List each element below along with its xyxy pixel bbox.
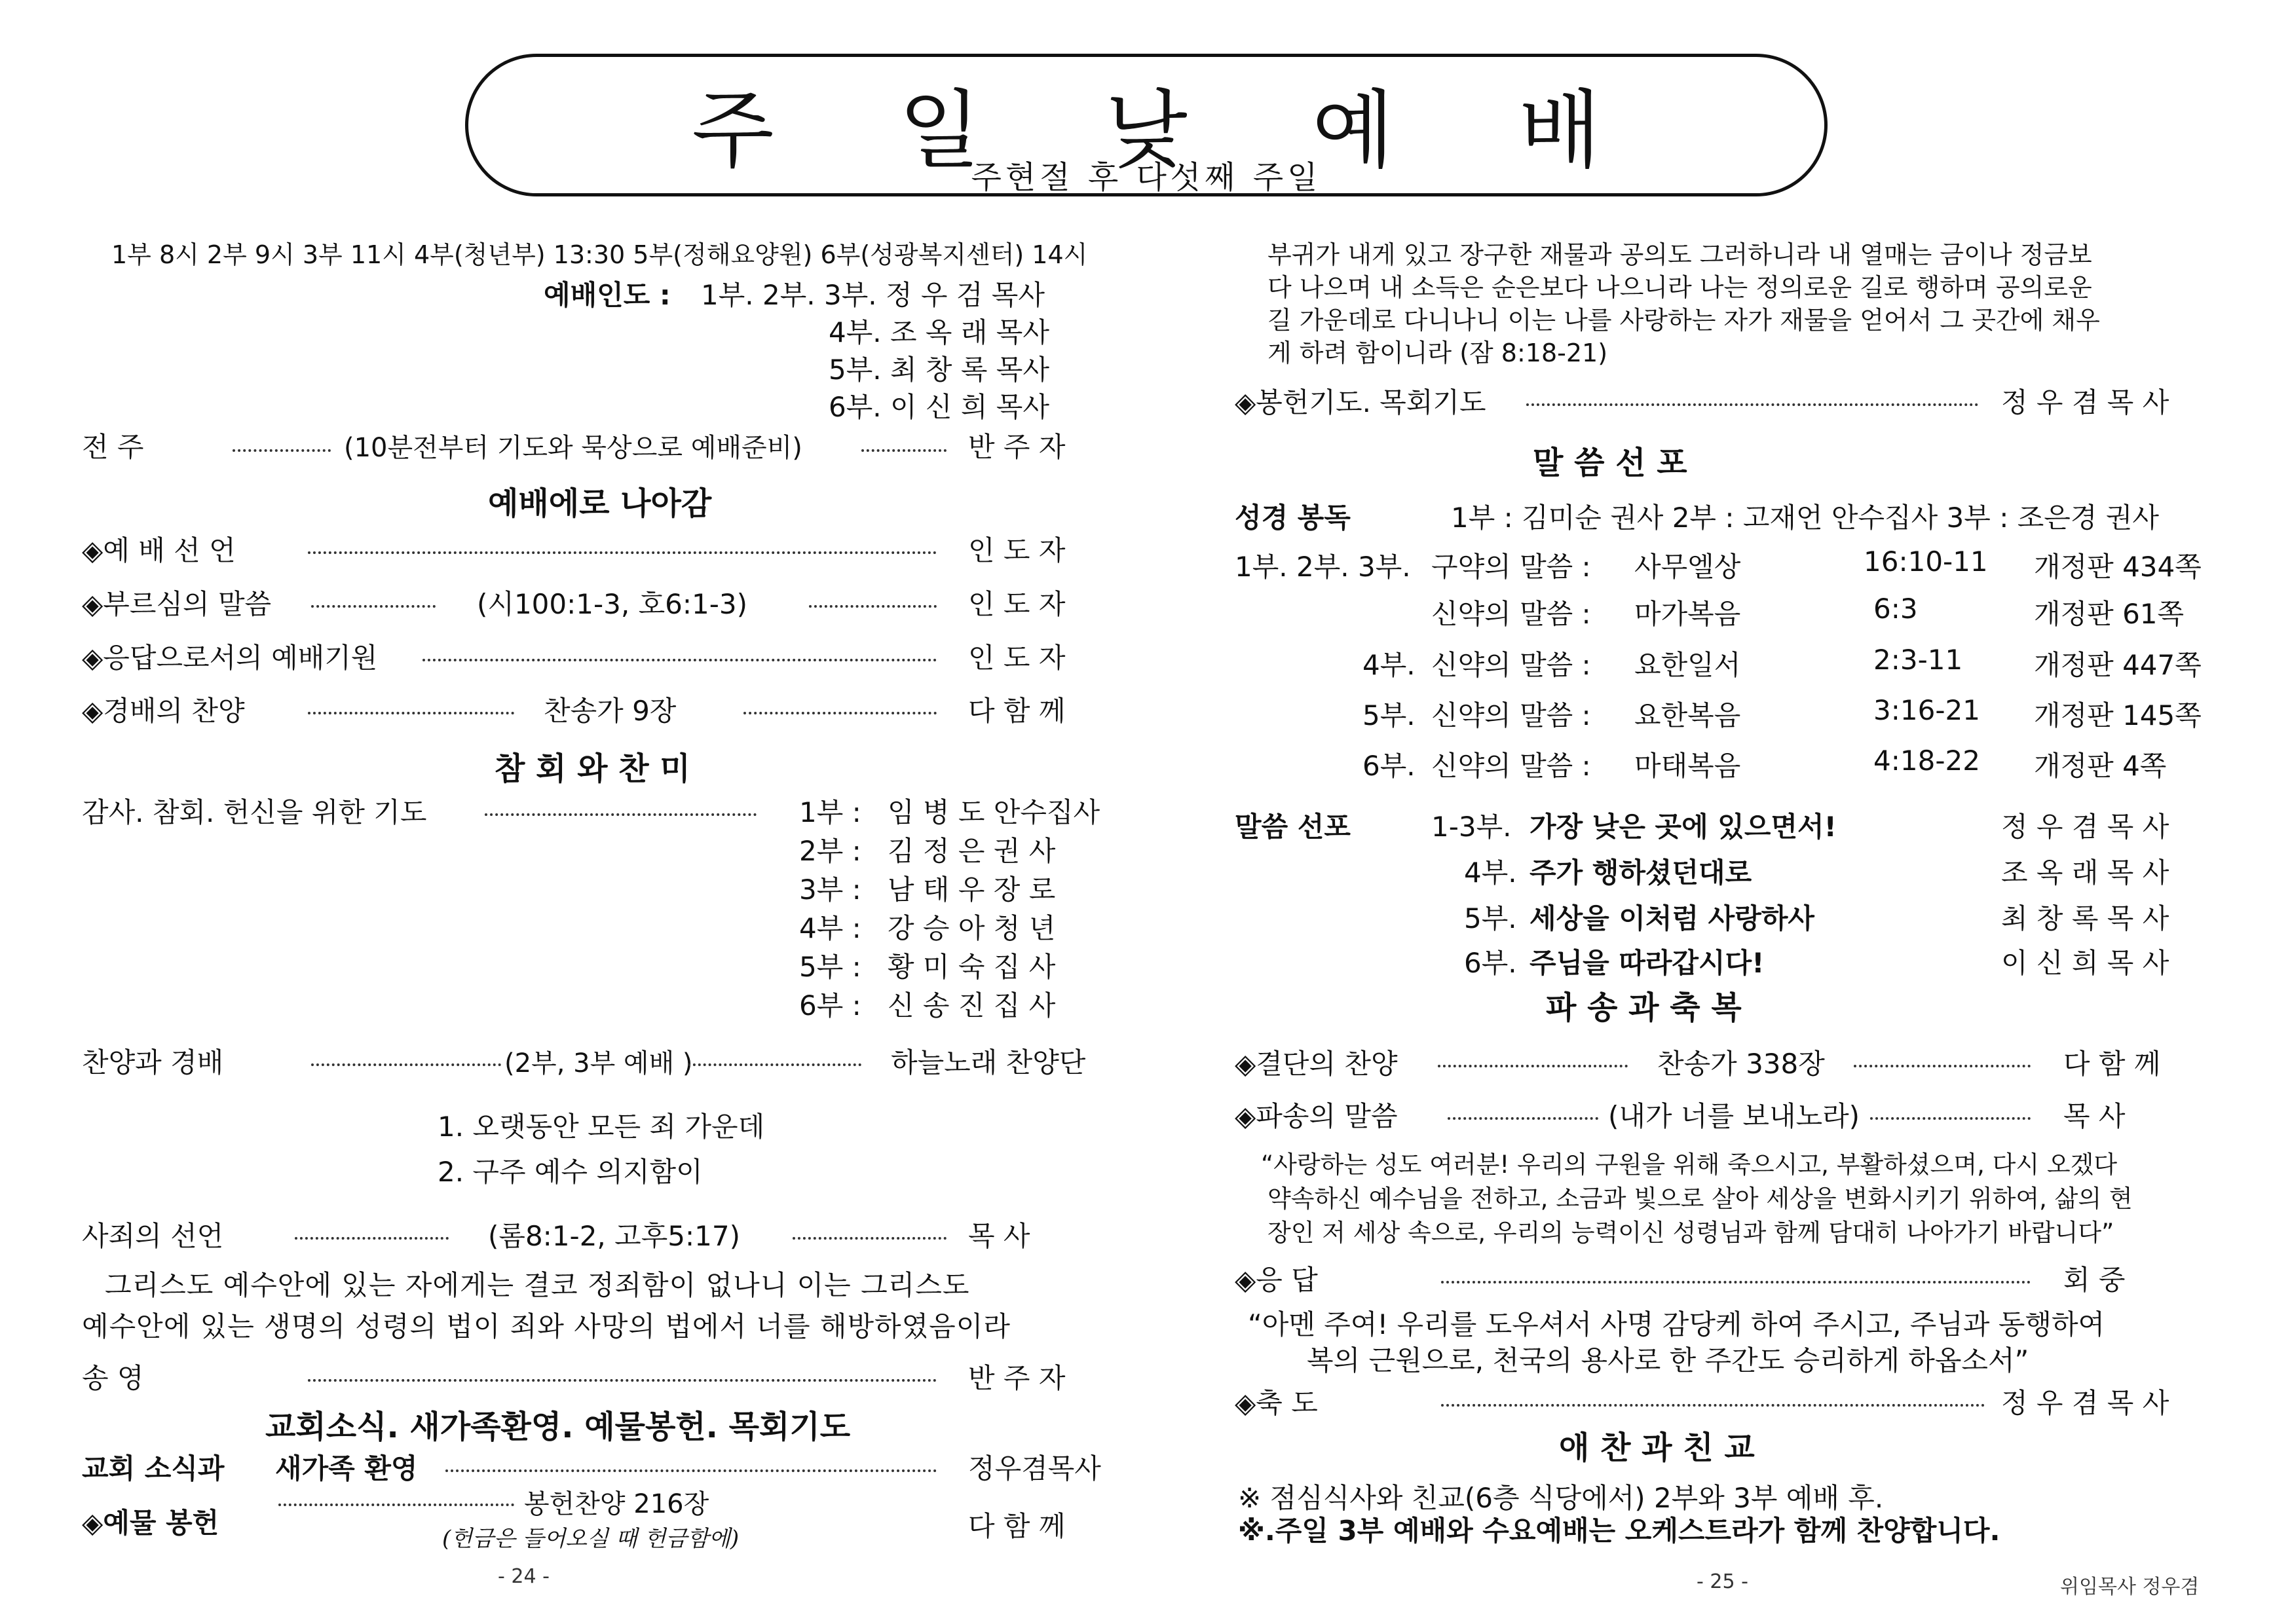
- leader-line: 4부. 조 옥 래 목사: [829, 316, 1049, 348]
- dot-leader: [1854, 1065, 2031, 1067]
- dot-leader: [295, 1237, 449, 1240]
- prayer-name: 황 미 숙 집 사: [888, 951, 1056, 983]
- sermon-part: 1-3부.: [1431, 811, 1512, 843]
- prayer-label: 감사. 참회. 헌신을 위한 기도: [82, 796, 427, 828]
- sending-middle: (내가 너를 보내노라): [1608, 1100, 1860, 1132]
- prayer-name: 김 정 은 권 사: [888, 835, 1056, 867]
- offering-note: (헌금은 들어오실 때 헌금함에): [442, 1526, 740, 1552]
- reading-kind: 신약의 말씀 :: [1431, 649, 1591, 681]
- reading-book: 요한일서: [1634, 649, 1741, 681]
- leader-line: 6부. 이 신 희 목사: [829, 391, 1049, 423]
- reading-part: 4부.: [1362, 649, 1416, 681]
- absolution-text: 예수안에 있는 생명의 성령의 법이 죄와 사망의 법에서 너를 해방하였음이라: [82, 1310, 1011, 1342]
- resolve-middle: 찬송가 338장: [1657, 1048, 1825, 1080]
- sermon-part: 4부.: [1464, 857, 1517, 889]
- reading-kind: 신약의 말씀 :: [1431, 699, 1591, 731]
- dot-leader: [1441, 1404, 1985, 1407]
- resolve-right: 다 함 께: [2063, 1048, 2161, 1080]
- absolution-label: 사죄의 선언: [82, 1220, 224, 1252]
- absolution-right: 목 사: [968, 1220, 1030, 1252]
- dot-leader: [278, 1504, 514, 1506]
- prayer-part: 4부 :: [799, 912, 861, 944]
- praise-right: 하늘노래 찬양단: [891, 1046, 1086, 1079]
- notice-line: ※ 점심식사와 친교(6층 식당에서) 2부와 3부 예배 후.: [1238, 1482, 1884, 1514]
- response-text: “아멘 주여! 우리를 도우셔서 사명 감당케 하여 주시고, 주님과 동행하여: [1248, 1308, 2105, 1340]
- order-item-label: ◈경배의 찬양: [82, 695, 245, 727]
- reading-page: 개정판 434쪽: [2034, 551, 2202, 583]
- section-title: 말 씀 선 포: [1533, 445, 1687, 481]
- sending-label: ◈파송의 말씀: [1235, 1100, 1398, 1132]
- section-title: 파 송 과 축 복: [1546, 989, 1742, 1026]
- sermon-preacher: 정 우 겸 목 사: [2001, 811, 2169, 843]
- reading-ref: 16:10-11: [1864, 545, 1988, 578]
- prelude-right: 반 주 자: [968, 431, 1066, 463]
- title-frame: [465, 54, 1828, 196]
- songyoung-label: 송 영: [82, 1362, 144, 1394]
- dot-leader: [308, 712, 514, 714]
- reading-page: 개정판 61쪽: [2034, 598, 2185, 630]
- service-schedule: 1부 8시 2부 9시 3부 11시 4부(청년부) 13:30 5부(정해요양원) 6부(성광복지센터) 14시: [111, 240, 1088, 269]
- prayer-name: 신 송 진 집 사: [888, 989, 1056, 1022]
- sermon-title: 가장 낮은 곳에 있으면서!: [1530, 811, 1837, 843]
- blessing-right: 정 우 겸 목 사: [2001, 1387, 2169, 1419]
- dot-leader: [1438, 1065, 1628, 1067]
- dot-leader: [809, 605, 937, 608]
- reading-page: 개정판 145쪽: [2034, 699, 2202, 731]
- order-item-right: 인 도 자: [968, 642, 1066, 674]
- sending-text: “사랑하는 성도 여러분! 우리의 구원을 위해 죽으시고, 부활하셨으며, 다시 오겠다: [1261, 1151, 2118, 1179]
- offering-prayer-label: ◈봉헌기도. 목회기도: [1235, 386, 1486, 418]
- offering-right: 다 함 께: [968, 1510, 1066, 1542]
- blessing-label: ◈축 도: [1235, 1387, 1318, 1419]
- dot-leader: [793, 1237, 947, 1240]
- dot-leader: [233, 449, 331, 452]
- praise-middle: (2부, 3부 예배 ): [504, 1048, 693, 1079]
- reading-book: 마가복음: [1634, 598, 1741, 630]
- section-title: 예배에로 나아감: [488, 485, 712, 522]
- sermon-part: 6부.: [1464, 947, 1517, 979]
- response-text: 복의 근원으로, 천국의 용사로 한 주간도 승리하게 하옵소서”: [1307, 1344, 2029, 1376]
- songyoung-right: 반 주 자: [968, 1362, 1066, 1394]
- verse-line: 다 나으며 내 소득은 순은보다 나으니라 나는 정의로운 길로 행하며 공의로운: [1267, 273, 2092, 302]
- resolve-label: ◈결단의 찬양: [1235, 1048, 1398, 1080]
- leader-line: 1부. 2부. 3부. 정 우 검 목사: [701, 279, 1045, 311]
- dot-leader: [1441, 1281, 2031, 1283]
- dot-leader: [445, 1469, 937, 1472]
- readers: 1부 : 김미순 권사 2부 : 고재언 안수집사 3부 : 조은경 권사: [1451, 502, 2159, 534]
- reading-label: 성경 봉독: [1235, 502, 1351, 534]
- sermon-preacher: 최 창 록 목 사: [2001, 902, 2169, 934]
- sending-text: 약속하신 예수님을 전하고, 소금과 빛으로 살아 세상을 변화시키기 위하여, 삶의 현: [1267, 1185, 2133, 1213]
- sermon-preacher: 조 옥 래 목 사: [2001, 857, 2169, 889]
- dot-leader: [1448, 1117, 1598, 1120]
- order-item-right: 인 도 자: [968, 534, 1066, 566]
- prayer-name: 강 승 아 청 년: [888, 912, 1056, 944]
- reading-book: 사무엘상: [1634, 551, 1741, 583]
- sending-text: 장인 저 세상 속으로, 우리의 능력이신 성령님과 함께 담대히 나아가기 바랍니다”: [1267, 1219, 2114, 1247]
- reading-page: 개정판 447쪽: [2034, 649, 2202, 681]
- offering-label: ◈예물 봉헌: [82, 1507, 219, 1539]
- hymn-line: 2. 구주 예수 의지함이: [438, 1156, 703, 1188]
- reading-page: 개정판 4쪽: [2034, 750, 2167, 782]
- verse-line: 게 하려 함이니라 (잠 8:18-21): [1267, 339, 1608, 367]
- order-item-right: 다 함 께: [968, 695, 1066, 727]
- prayer-part: 2부 :: [799, 835, 861, 867]
- verse-line: 길 가운데로 다니나니 이는 나를 사랑하는 자가 재물을 얻어서 그 곳간에 채우: [1267, 306, 2100, 335]
- sermon-title: 주가 행하셨던대로: [1530, 857, 1752, 889]
- dot-leader: [311, 605, 436, 608]
- prayer-part: 5부 :: [799, 951, 861, 983]
- reading-part: 6부.: [1362, 750, 1416, 782]
- sermon-part: 5부.: [1464, 902, 1517, 934]
- prayer-part: 1부 :: [799, 796, 861, 828]
- section-title: 교회소식. 새가족환영. 예물봉헌. 목회기도: [265, 1409, 851, 1445]
- news-label: 교회 소식과: [82, 1452, 225, 1485]
- notice-line: ※.주일 3부 예배와 수요예배는 오케스트라가 함께 찬양합니다.: [1238, 1515, 2000, 1547]
- title-char: 배: [1518, 81, 1601, 180]
- reading-kind: 신약의 말씀 :: [1431, 750, 1591, 782]
- order-item-label: ◈예 배 선 언: [82, 534, 236, 566]
- praise-label: 찬양과 경배: [82, 1046, 224, 1079]
- response-right: 회 중: [2063, 1264, 2126, 1296]
- sending-right: 목 사: [2063, 1100, 2126, 1132]
- title-char: 낮: [1105, 81, 1188, 180]
- page-number: - 25 -: [1697, 1570, 1748, 1593]
- sermon-label: 말씀 선포: [1235, 811, 1351, 843]
- dot-leader: [1526, 403, 1978, 406]
- reading-book: 요한복음: [1634, 699, 1741, 731]
- offering-middle: 봉헌찬양 216장: [524, 1489, 709, 1519]
- prelude-label: 전 주: [82, 431, 144, 463]
- page-subtitle: 주현절 후 다섯째 주일: [971, 159, 1322, 196]
- prelude-middle: (10분전부터 기도와 묵상으로 예배준비): [344, 433, 802, 463]
- section-title: 애 찬 과 친 교: [1559, 1430, 1755, 1466]
- order-item-middle: 찬송가 9장: [544, 695, 677, 727]
- reading-ref: 2:3-11: [1873, 644, 1963, 676]
- news-label-2: 새가족 환영: [275, 1452, 418, 1485]
- reading-ref: 6:3: [1873, 593, 1918, 625]
- order-item-label: ◈응답으로서의 예배기원: [82, 642, 378, 674]
- absolution-text: 그리스도 예수안에 있는 자에게는 결코 정죄함이 없나니 이는 그리스도: [105, 1269, 970, 1301]
- sermon-preacher: 이 신 희 목 사: [2001, 947, 2169, 979]
- reading-kind: 구약의 말씀 :: [1431, 551, 1591, 583]
- dot-leader: [861, 449, 947, 452]
- reading-ref: 4:18-22: [1873, 745, 1980, 777]
- reading-part: 5부.: [1362, 699, 1416, 731]
- dot-leader: [308, 1379, 937, 1382]
- verse-line: 부귀가 내게 있고 장구한 재물과 공의도 그러하니라 내 열매는 금이나 정금보: [1267, 240, 2092, 269]
- prayer-part: 6부 :: [799, 989, 861, 1022]
- response-label: ◈응 답: [1235, 1264, 1318, 1296]
- order-item-right: 인 도 자: [968, 588, 1066, 620]
- dot-leader: [688, 1063, 861, 1066]
- dot-leader: [308, 551, 937, 554]
- leader-line: 5부. 최 창 록 목사: [829, 354, 1049, 386]
- order-item-label: ◈부르심의 말씀: [82, 588, 272, 620]
- offering-prayer-right: 정 우 겸 목 사: [2001, 386, 2169, 418]
- sermon-title: 주님을 따라갑시다!: [1530, 947, 1765, 979]
- prayer-name: 남 태 우 장 로: [888, 874, 1056, 906]
- prayer-name: 임 병 도 안수집사: [888, 796, 1100, 828]
- title-char: 주: [692, 81, 774, 180]
- reading-ref: 3:16-21: [1873, 694, 1980, 726]
- hymn-line: 1. 오랫동안 모든 죄 가운데: [438, 1111, 765, 1143]
- section-title: 참 회 와 찬 미: [495, 750, 690, 787]
- prayer-part: 3부 :: [799, 874, 861, 906]
- dot-leader: [422, 659, 937, 661]
- reading-kind: 신약의 말씀 :: [1431, 598, 1591, 630]
- dot-leader: [1870, 1117, 2031, 1120]
- dot-leader: [311, 1063, 501, 1066]
- title-char: 일: [898, 81, 981, 180]
- reading-book: 마태복음: [1634, 750, 1741, 782]
- order-item-middle: (시100:1-3, 호6:1-3): [477, 588, 748, 620]
- title-char: 예: [1311, 81, 1395, 180]
- page-number: - 24 -: [498, 1565, 550, 1588]
- dot-leader: [485, 813, 757, 816]
- reading-part: 1부. 2부. 3부.: [1235, 551, 1411, 583]
- leaders-label: 예배인도 :: [544, 279, 671, 311]
- news-right: 정우겸목사: [968, 1452, 1101, 1485]
- pastor-signature: 위임목사 정우겸: [2060, 1576, 2200, 1598]
- absolution-middle: (롬8:1-2, 고후5:17): [488, 1220, 740, 1252]
- dot-leader: [743, 712, 937, 714]
- sermon-title: 세상을 이처럼 사랑하사: [1530, 902, 1814, 934]
